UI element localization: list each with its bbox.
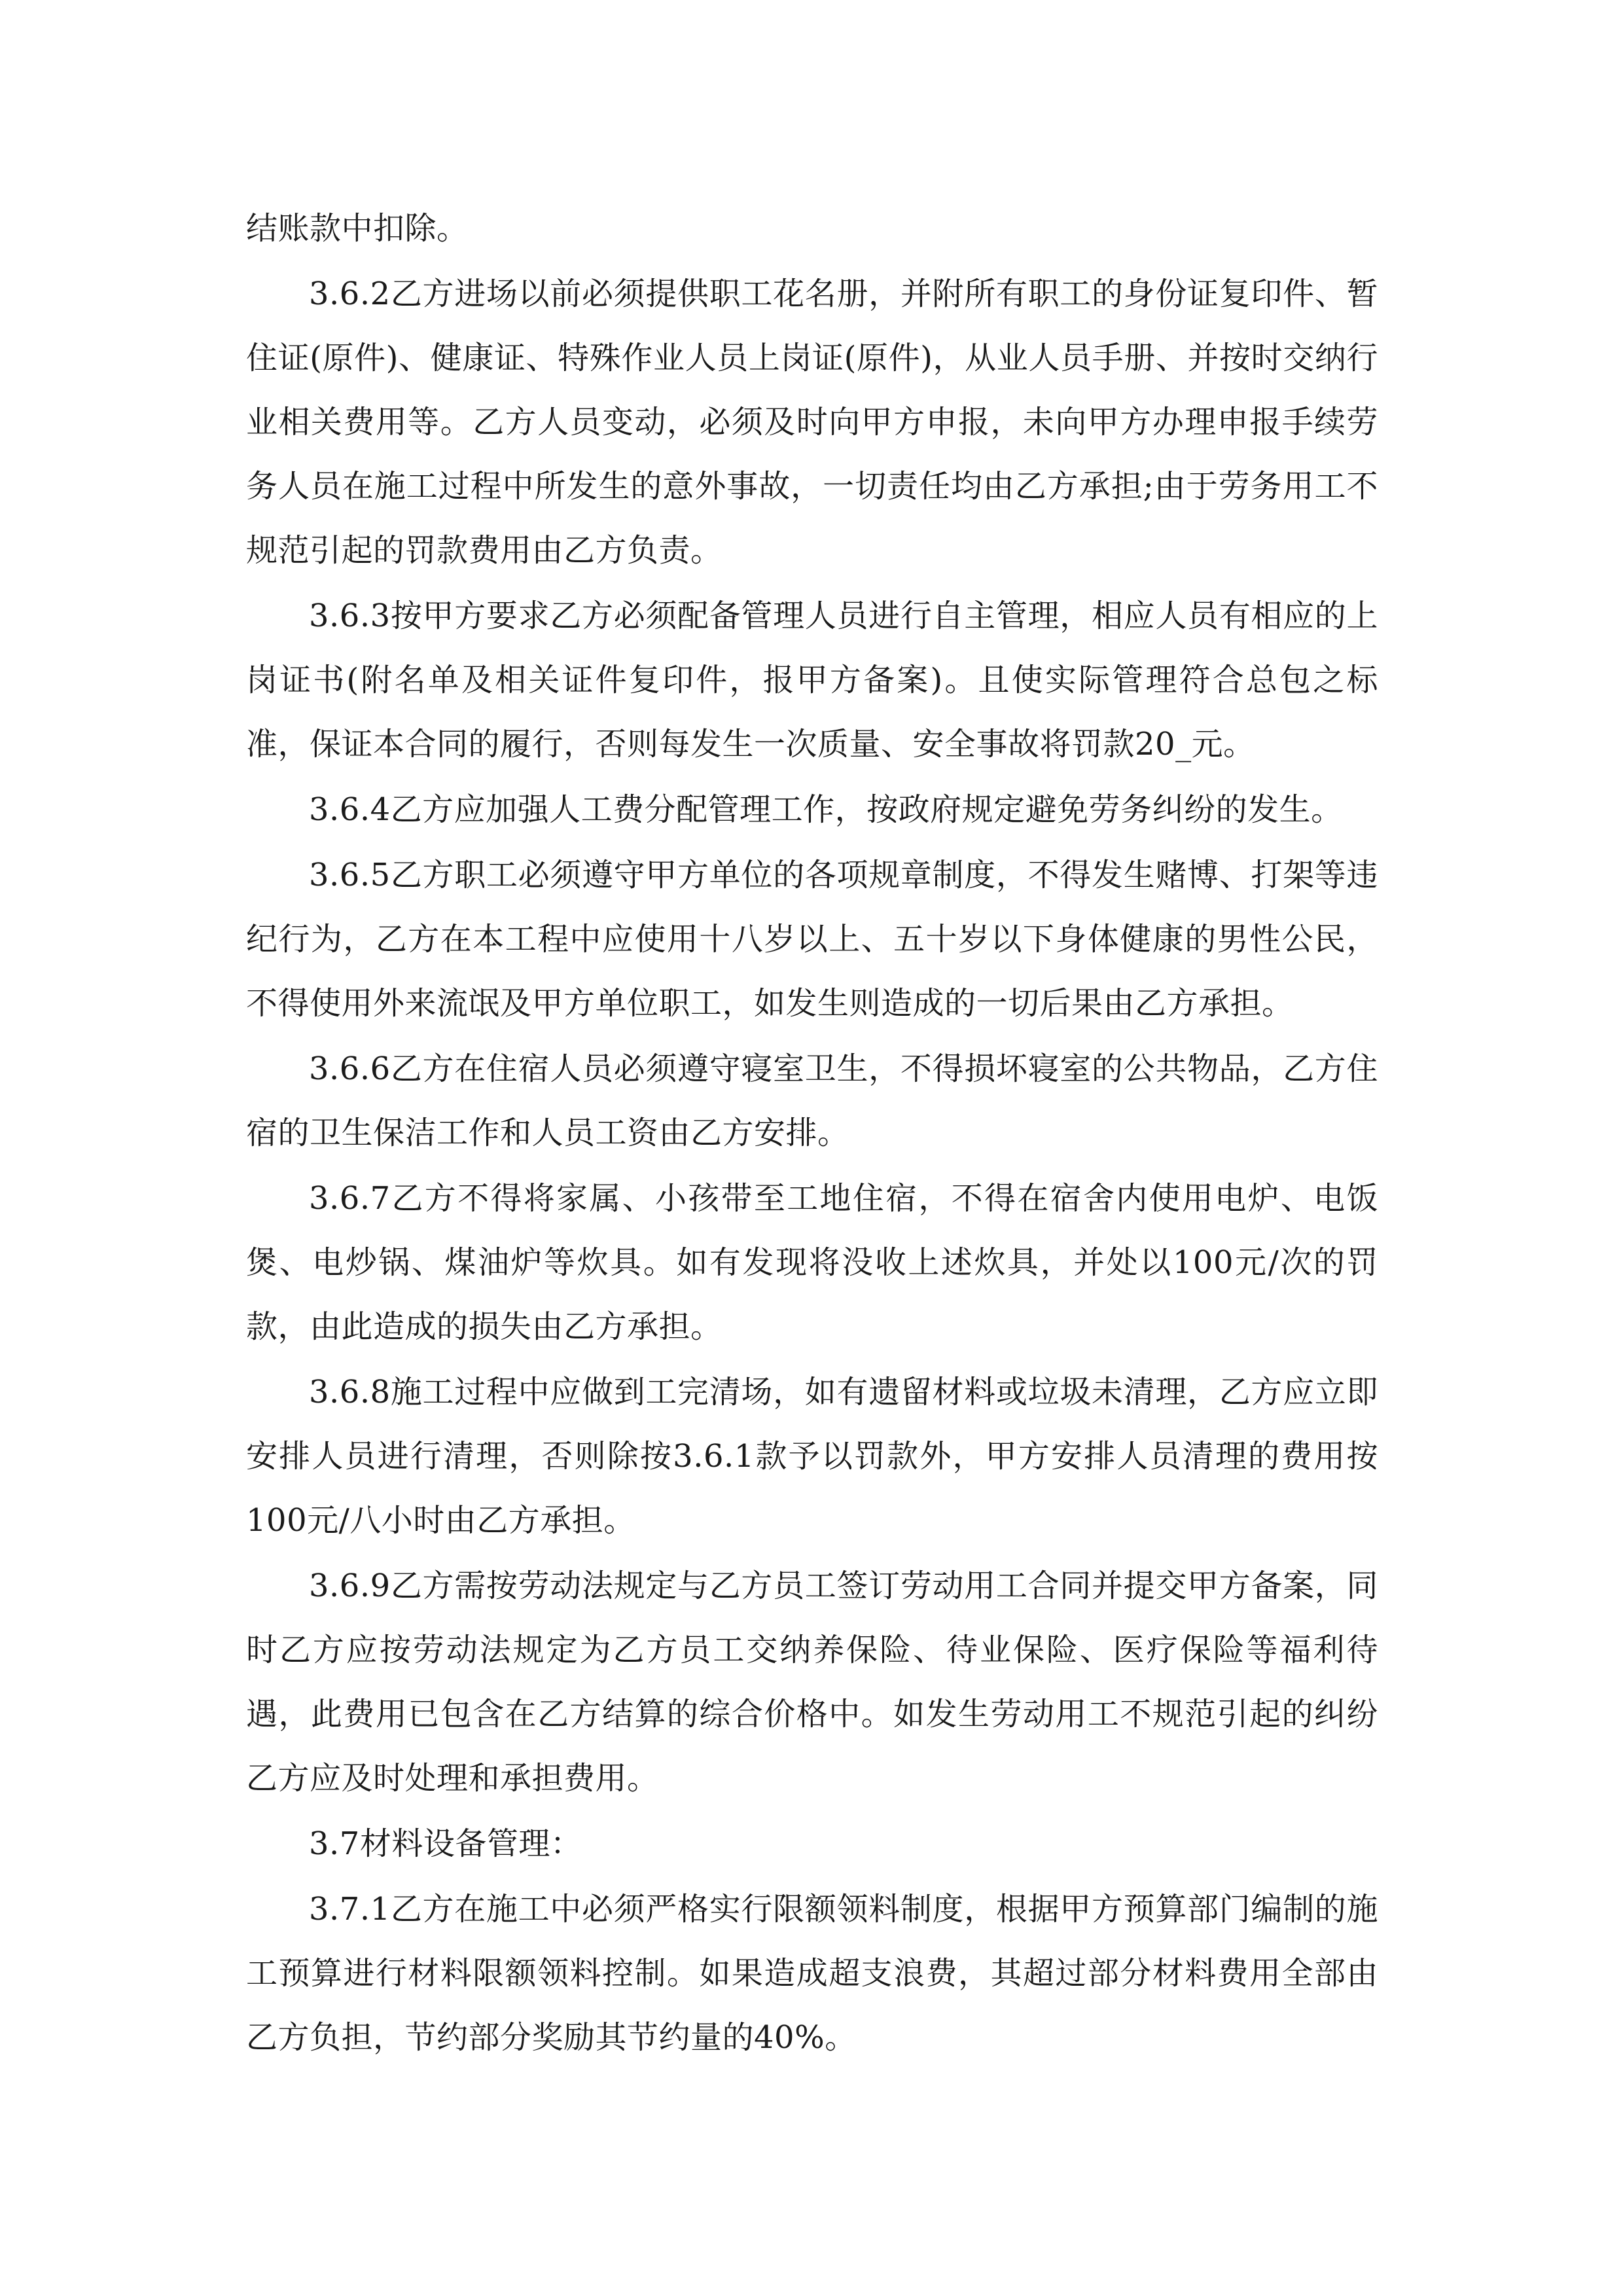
document-page: [246, 196, 1378, 2071]
paragraph-3-6-4: 3.6.4乙方应加强人工费分配管理工作，按政府规定避免劳务纠纷的发生。: [309, 791, 1343, 828]
paragraph-3-6-9: 3.6.9乙方需按劳动法规定与乙方员工签订劳动用工合同并提交甲方备案，同时乙方应按劳动法规定为乙方员工交纳养保险、待业保险、医疗保险等福利待遇，此费用已包含在乙方结算的综合价格中。如发生劳动用工不规范引起的纠纷乙方应及时处理和承担费用。: [246, 1568, 1378, 1797]
section-heading-3-7: 3.7材料设备管理：: [309, 1825, 582, 1862]
paragraph-continuation: 结账款中扣除。: [246, 210, 469, 247]
paragraph-3-6-7: 3.6.7乙方不得将家属、小孩带至工地住宿，不得在宿舍内使用电炉、电饭煲、电炒锅、煤油炉等炊具。如有发现将没收上述炊具，并处以100元/次的罚款，由此造成的损失由乙方承担。: [246, 1180, 1378, 1345]
paragraph-3-6-5: 3.6.5乙方职工必须遵守甲方单位的各项规章制度，不得发生赌博、打架等违纪行为，乙方在本工程中应使用十八岁以上、五十岁以下身体健康的男性公民，不得使用外来流氓及甲方单位职工，如发生则造成的一切后果由乙方承担。: [246, 857, 1378, 1022]
paragraph-3-6-2: 3.6.2乙方进场以前必须提供职工花名册，并附所有职工的身份证复印件、暂住证(原件)、健康证、特殊作业人员上岗证(原件)，从业人员手册、并按时交纳行业相关费用等。乙方人员变动，必须及时向甲方申报，未向甲方办理申报手续劳务人员在施工过程中所发生的意外事故，一切责任均由乙方承担;由于劳务用工不规范引起的罚款费用由乙方负责。: [246, 276, 1378, 569]
paragraph-3-7-1: 3.7.1乙方在施工中必须严格实行限额领料制度，根据甲方预算部门编制的施工预算进行材料限额领料控制。如果造成超支浪费，其超过部分材料费用全部由乙方负担，节约部分奖励其节约量的40%。: [246, 1891, 1378, 2056]
paragraph-3-6-3: 3.6.3按甲方要求乙方必须配备管理人员进行自主管理，相应人员有相应的上岗证书(附名单及相关证件复印件，报甲方备案)。且使实际管理符合总包之标准，保证本合同的履行，否则每发生一次质量、安全事故将罚款20_元。: [246, 598, 1378, 762]
paragraph-3-6-6: 3.6.6乙方在住宿人员必须遵守寝室卫生，不得损坏寝室的公共物品，乙方住宿的卫生保洁工作和人员工资由乙方安排。: [246, 1050, 1378, 1151]
paragraph-3-6-8: 3.6.8施工过程中应做到工完清场，如有遗留材料或垃圾未清理，乙方应立即安排人员进行清理，否则除按3.6.1款予以罚款外，甲方安排人员清理的费用按100元/八小时由乙方承担。: [246, 1374, 1378, 1539]
